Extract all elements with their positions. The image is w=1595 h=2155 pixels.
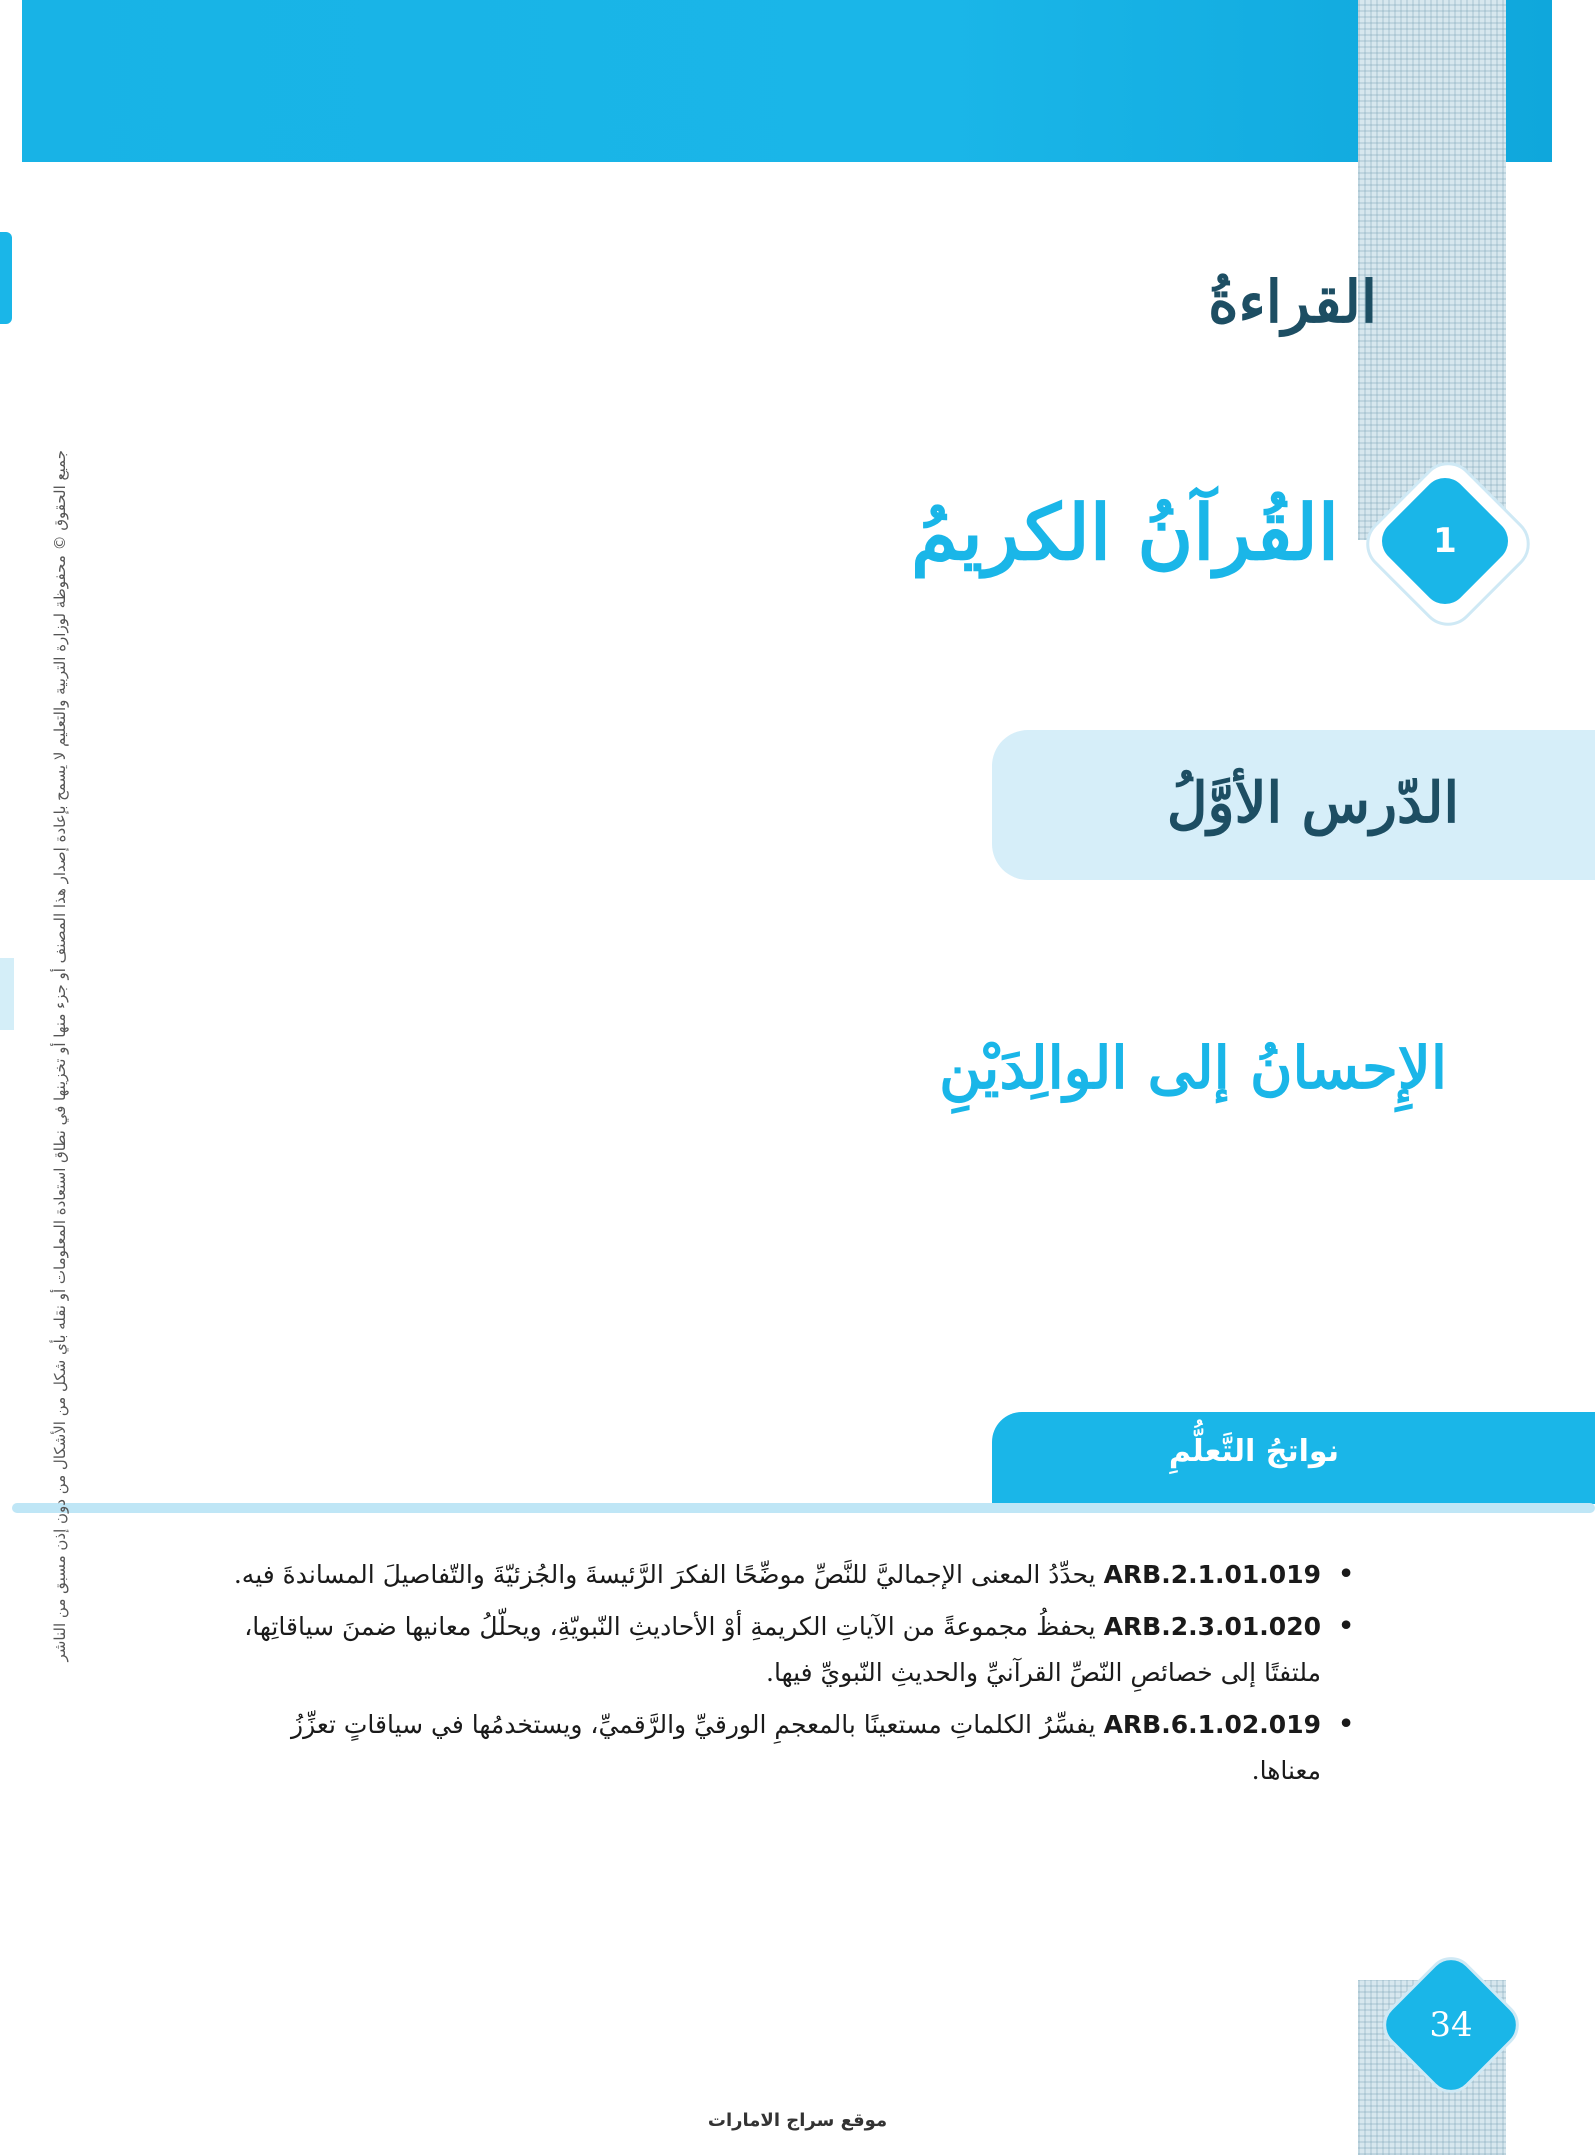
outcome-code: ARB.2.1.01.019 — [1103, 1560, 1321, 1589]
list-item — [230, 1702, 1355, 1794]
outcome-text: يحدِّدُ المعنى الإجماليَّ للنَّصِّ موضِّحًا الفكرَ الرَّئيسةَ والجُزئيّةَ والتّفاصيلَ المساندةَ فيه. — [233, 1560, 1096, 1589]
lesson-title: الدّرس الأوَّلُ — [1166, 770, 1459, 836]
unit-number: 1 — [1433, 521, 1457, 561]
lesson-subtitle: الإِحسانُ إلى الوالِدَيْنِ — [939, 1034, 1447, 1102]
decorative-texture-strip — [1358, 0, 1506, 540]
page-number: 34 — [1429, 2005, 1473, 2045]
top-header-band — [22, 0, 1552, 162]
footer-text: موقع سراج الامارات — [707, 2110, 888, 2131]
section-title: القراءةُ — [1208, 268, 1377, 336]
outcomes-divider — [12, 1503, 1595, 1513]
outcome-text: يفسِّرُ الكلماتِ مستعينًا بالمعجمِ الورقيِّ والرَّقميِّ، ويستخدمُها في سياقاتٍ تعزِّزُ معناها. — [291, 1710, 1321, 1785]
list-item — [230, 1604, 1355, 1696]
outcome-text: يحفظُ مجموعةً من الآياتِ الكريمةِ أوْ الأحاديثِ النّبويّةِ، ويحلّلُ معانيها ضمنَ سياقاتِها، ملتفتًا إلى خصائصِ النّصِّ القرآنيِّ والحديثِ النّبويِّ فيها. — [244, 1612, 1321, 1687]
unit-title: القُرآنُ الكريمُ — [911, 488, 1339, 577]
copyright-side-note: جميع الحقوق © محفوظة لوزارة التربية والتعليم لا يسمح بإعادة إصدار هذا المصنف أو جزء منها أو تخزينها في نطاق استعادة المعلومات أو نقله بأي شكل من الأشكال من دون إذن مسبق من الناشر — [51, 450, 69, 1662]
outcomes-list — [230, 1552, 1355, 1800]
outcome-code: ARB.2.3.01.020 — [1103, 1612, 1321, 1641]
left-edge-tab-light — [0, 958, 14, 1030]
outcomes-label: نواتجُ التَّعلُّمِ — [1168, 1434, 1339, 1469]
outcome-code: ARB.6.1.02.019 — [1103, 1710, 1321, 1739]
left-edge-tab — [0, 232, 12, 324]
list-item — [230, 1552, 1355, 1598]
